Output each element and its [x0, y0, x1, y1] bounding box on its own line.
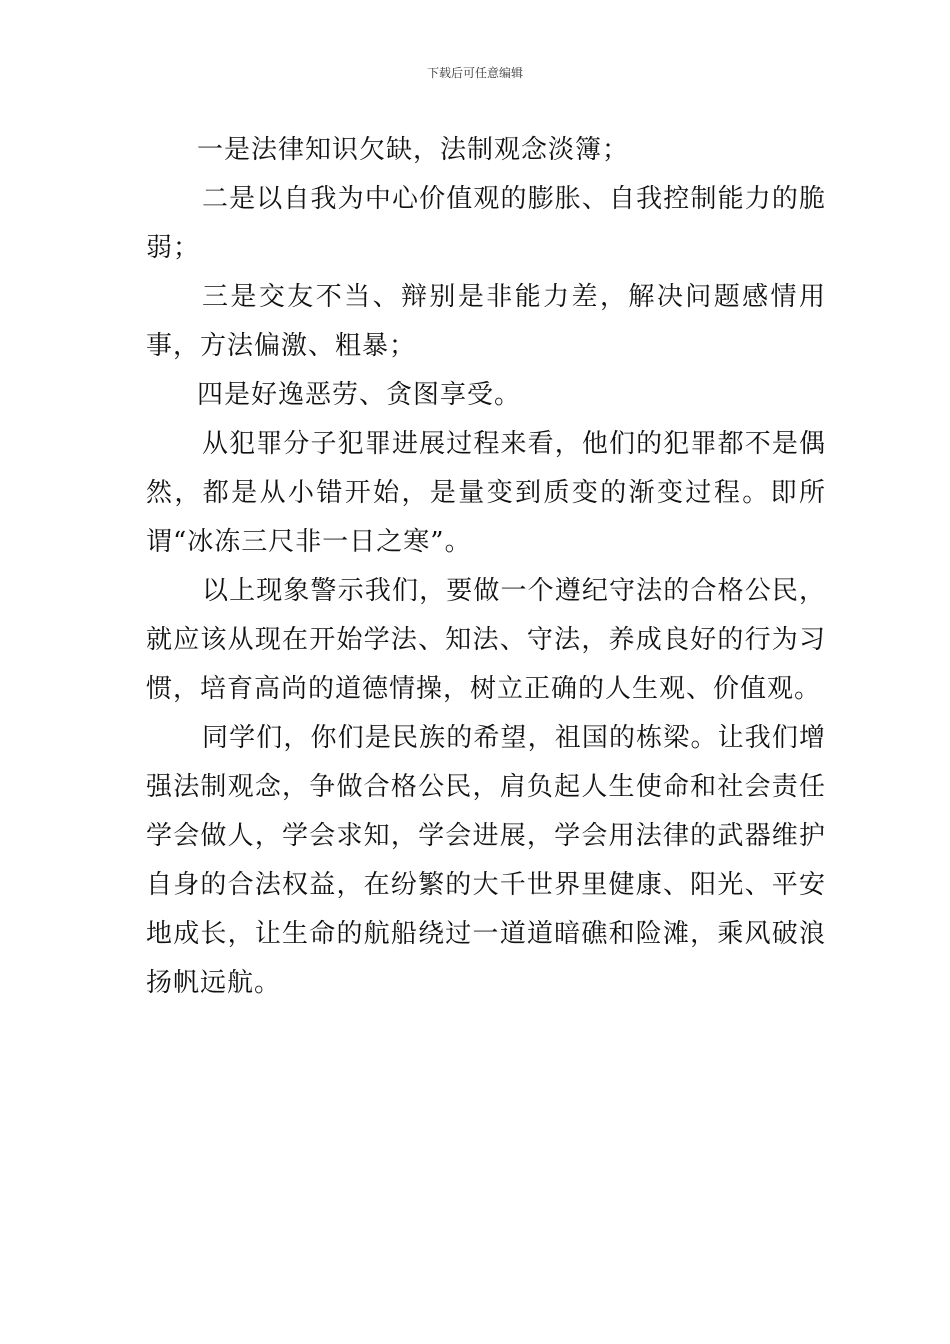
paragraph-5: 从犯罪分子犯罪进展过程来看，他们的犯罪都不是偶然，都是从小错开始，是量变到质变的渐变过程。即所谓“冰冻三尺非一日之寒”。: [146, 429, 826, 557]
paragraph-4: 四是好逸恶劳、贪图享受。: [197, 380, 522, 410]
paragraph-6: 以上现象警示我们，要做一个遵纪守法的合格公民，就应该从现在开始学法、知法、守法，养成良好的行为习惯，培育高尚的道德情操，树立正确的人生观、价值观。: [146, 576, 826, 704]
paragraph-1: 一是法律知识欠缺，法制观念淡簿；: [197, 135, 630, 165]
page-header-note: 下载后可任意编辑: [426, 66, 523, 80]
paragraph-3: 三是交友不当、辩别是非能力差，解决问题感情用事，方法偏激、粗暴；: [146, 282, 826, 361]
document-body: [146, 126, 826, 1008]
paragraph-7: 同学们，你们是民族的希望，祖国的栋梁。让我们增强法制观念，争做合格公民，肩负起人生使命和社会责任学会做人，学会求知，学会进展，学会用法律的武器维护自身的合法权益，在纷繁的大千世界里健康、阳光、平安地成长，让生命的航船绕过一道道暗礁和险滩，乘风破浪扬帆远航。: [146, 723, 826, 998]
paragraph-2: 二是以自我为中心价值观的膨胀、自我控制能力的脆弱；: [146, 184, 826, 263]
